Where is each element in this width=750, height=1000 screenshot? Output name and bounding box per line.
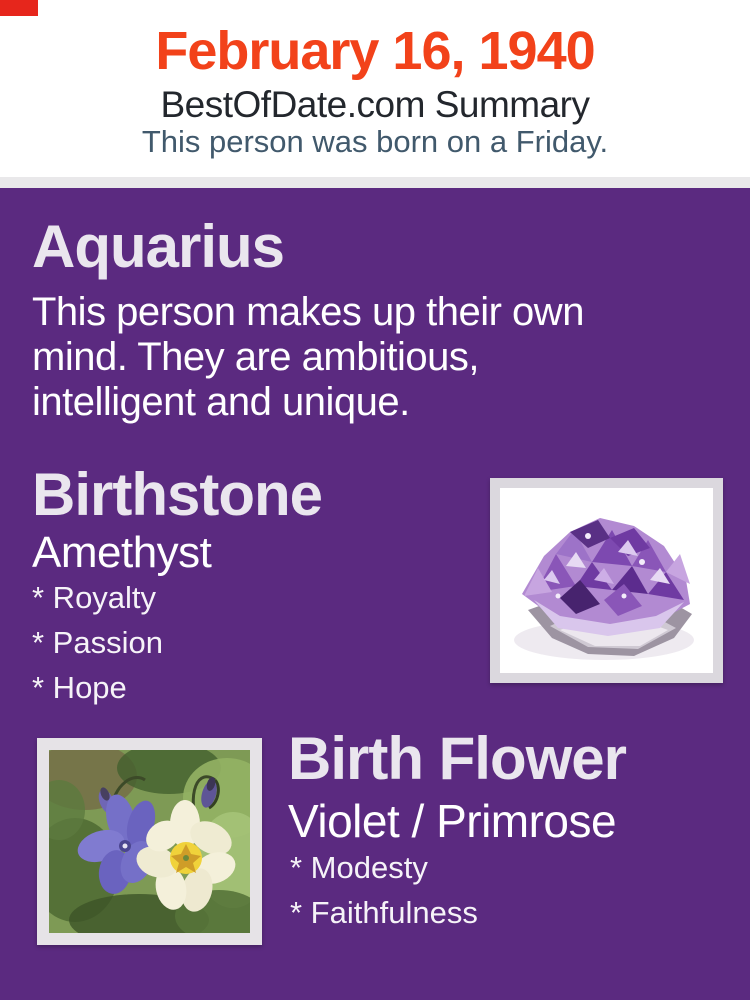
- birthstone-heading: Birthstone: [32, 461, 322, 528]
- birth-flower-trait: * Faithfulness: [290, 895, 478, 930]
- red-corner-mark: [0, 0, 38, 16]
- amethyst-crystal-illustration: [500, 488, 713, 673]
- amethyst-photo: [490, 478, 723, 683]
- zodiac-sign-heading: Aquarius: [32, 213, 285, 280]
- page-title-date: February 16, 1940: [155, 21, 595, 81]
- birth-flower-trait-list: [290, 850, 478, 940]
- violet-primrose-illustration: [49, 750, 250, 933]
- birthstone-trait: * Hope: [32, 670, 127, 705]
- birthstone-trait: * Passion: [32, 625, 163, 660]
- zodiac-description-line: mind. They are ambitious,: [32, 335, 479, 379]
- birthstone-trait-list: [32, 580, 163, 715]
- born-weekday-line: This person was born on a Friday.: [141, 124, 609, 159]
- zodiac-description-line: intelligent and unique.: [32, 380, 410, 424]
- birthstone-name: Amethyst: [32, 528, 212, 577]
- birth-flower-trait: * Modesty: [290, 850, 428, 885]
- zodiac-description-line: This person makes up their own: [32, 290, 584, 334]
- zodiac-description: [32, 290, 584, 425]
- birth-flower-name: Violet / Primrose: [288, 795, 617, 847]
- birthstone-trait: * Royalty: [32, 580, 157, 615]
- header-divider: [0, 177, 750, 188]
- site-summary-subtitle: BestOfDate.com Summary: [160, 84, 590, 125]
- violet-primrose-photo: [37, 738, 262, 945]
- birth-flower-heading: Birth Flower: [288, 725, 627, 792]
